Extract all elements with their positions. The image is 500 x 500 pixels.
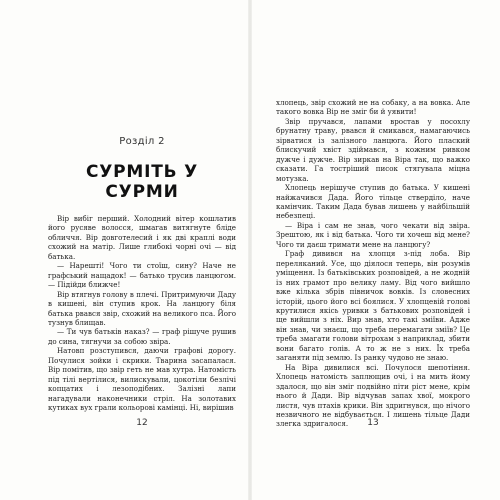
- paragraph: Звір пручався, лапами вростав у посохлу брунатну траву, рвався й смикався, намагаючись зірватися із залізного ланцюга. Його плаский блискучий хвіст здіймався, з кожним ривком дужче і дужче. Вір зиркав на Віра так, що важко сказати. Га тостріший писок стягувала міцна мотузка.: [276, 116, 470, 183]
- right-page: [250, 0, 500, 500]
- paragraph: хлопець, звір схожий не на собаку, а на вовка. Але такого вовка Вір не зміг би й уявити!: [276, 98, 470, 117]
- right-page-text: [276, 98, 470, 429]
- left-page-text: [48, 214, 236, 413]
- chapter-title: СУРМІТЬ У СУРМИ: [85, 162, 199, 202]
- page-number: 12: [136, 418, 148, 428]
- paragraph: Хлопець нерішуче ступив до батька. У кишені найжачився Дада. Його тільце стверділо, наче камінчик. Таким Дада бував лишень у найбільшій небезпеці.: [276, 183, 470, 221]
- paragraph: — Віра і сам не знав, чого чекати від звіра. Зрештою, як і від батька. Чого ти хочеш від мене? Чого ти даєш тримати мене на ланцюгу?: [276, 220, 470, 249]
- page-number: 13: [367, 418, 379, 428]
- paragraph: Вір втягнув голову в плечі. Притримуючи Даду в кишені, він ступив крок. На ланцюгу біля батька рвався звір, схожий на великого пса. Його тузнув блищав.: [48, 289, 236, 327]
- chapter-label: Розділ 2: [119, 136, 165, 147]
- paragraph: На Віра дивилися всі. Почулося шепотіння. Хлопець натомість заплющив очі, і на мить йому здалося, що він зміг подвійно піти ріст мене, крім нього й Дади. Вір відчував запах хвої, мокрого листя, чув птахів крики. Він здригнувся, що нічого незвичного не відбувається. І лишень тільце Дади злегка здригалося.: [276, 362, 470, 429]
- paragraph: — Ти чув батьків наказ? — граф рішуче рушив до сина, тягнучи за собою звіра.: [48, 327, 236, 346]
- paragraph: — Нарешті! Чого ти стоїш, сину? Наче не графський нащадок! — батько трусив ланцюгом. — Підійди ближче!: [48, 261, 236, 290]
- paragraph: Вір вибіг перший. Холодний вітер кошлатив його руcяве волосся, шмагав витягнуте бліде обличчя. Вір довготелесий і як дві краплі води схожий на матір. Лише глибокі чорні очі — від батька.: [48, 214, 236, 261]
- paragraph: Натовп розступився, даючи графові дорогу. Почулися зойки і скрики. Тварина засапалася. Вір помітив, що звір геть не мав хутра. Натомість під тілі вертілися, вилискували, цокотіли безлічі копцатих і лезоподібних. Залізні лапи нагадували наконечники стріл. На золотавих кутиках вух грали кольорові камінці. Ні, вирішив: [48, 346, 236, 413]
- paragraph: Граф дивився на хлопця з-під лоба. Вір переляканий. Усе, що діялося теперь, він розумів уміщення. Із батьківських розповідей, а не жодній із них грамот про велику ламу. Від чого вийшло вже кілька збрів півничок вовків. Із словесних історій, цього його всі боялися. У хлопцевій голові крутилися якісь уривки з батькових розповідей і ще вийшли з ніх. Вир знав, хто такі зміїви. Адже він знав, чи знаєш, що треба перемагати зміїв? Це треба змагати голови вітрохам з наприклад, збити вони багато голів. А то ж не з них. Їх треба заганяти під землю. Із ранку чудово не знаю.: [276, 249, 470, 363]
